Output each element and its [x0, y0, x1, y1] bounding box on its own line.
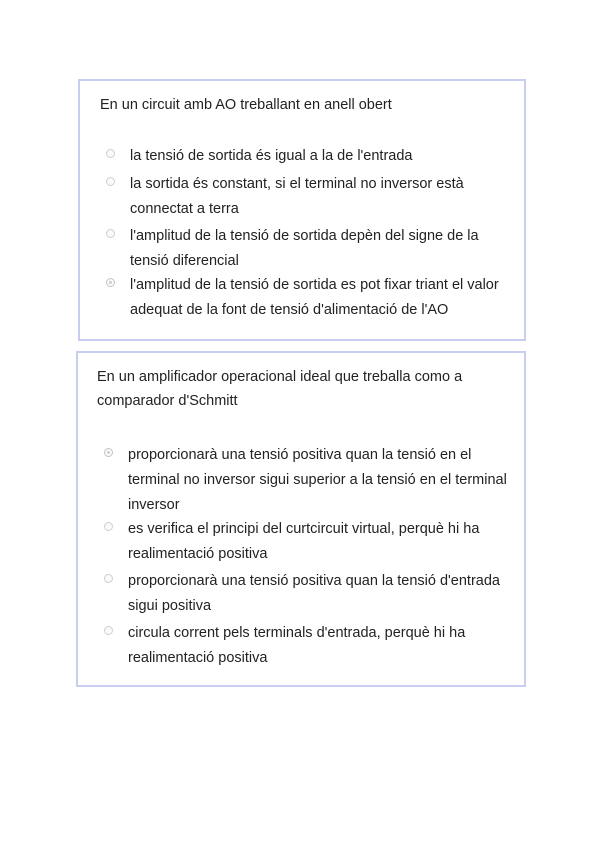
question-card-2: [76, 351, 526, 687]
answer-option-label: proporcionarà una tensió positiva quan la tensió en el terminal no inversor sigui superior a la tensió en el terminal inversor: [128, 447, 507, 513]
answer-option-label: l'amplitud de la tensió de sortida depèn del signe de la tensió diferencial: [130, 228, 479, 269]
radio-button-selected[interactable]: [106, 278, 115, 287]
radio-button[interactable]: [104, 522, 113, 531]
radio-button-selected[interactable]: [104, 448, 113, 457]
radio-button[interactable]: [106, 177, 115, 186]
radio-button[interactable]: [104, 574, 113, 583]
radio-button[interactable]: [104, 626, 113, 635]
answer-option-label: l'amplitud de la tensió de sortida es pot fixar triant el valor adequat de la font de tensió d'alimentació de l'AO: [130, 277, 499, 318]
answer-option-label: proporcionarà una tensió positiva quan la tensió d'entrada sigui positiva: [128, 573, 500, 614]
question-card-1: [78, 79, 526, 341]
question-text: En un amplificador operacional ideal que treballa como a comparador d'Schmitt: [97, 369, 463, 409]
radio-button[interactable]: [106, 229, 115, 238]
radio-button[interactable]: [106, 149, 115, 158]
question-text: En un circuit amb AO treballant en anell obert: [100, 97, 392, 113]
answer-option-label: es verifica el principi del curtcircuit virtual, perquè hi ha realimentació positiva: [128, 521, 480, 562]
answer-option-label: la sortida és constant, si el terminal no inversor està connectat a terra: [130, 176, 464, 217]
answer-option-label: circula corrent pels terminals d'entrada, perquè hi ha realimentació positiva: [128, 625, 466, 666]
answer-option-label: la tensió de sortida és igual a la de l'entrada: [130, 148, 413, 164]
